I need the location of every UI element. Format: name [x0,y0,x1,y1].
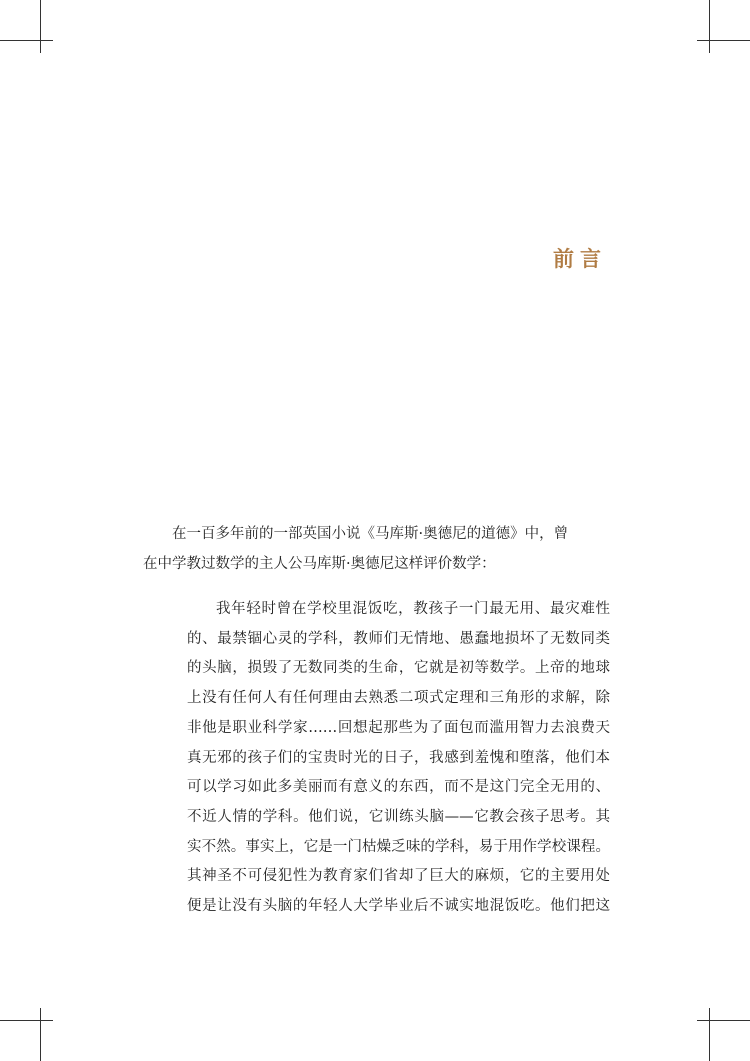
quote-line: 的头脑，损毁了无数同类的生命，它就是初等数学。上帝的地球 [187,660,610,677]
crop-mark-top-left-v [40,0,41,53]
quote-line: 非他是职业科学家……回想起那些为了面包而滥用智力去浪费天 [187,719,610,736]
intro-line: 在一百多年前的一部英国小说《马库斯·奥德尼的道德》中，曾 [172,526,569,542]
crop-mark-bottom-right-v [709,1008,710,1061]
crop-mark-top-right-v [709,0,710,53]
intro-line: 在中学教过数学的主人公马库斯·奥德尼这样评价数学： [143,556,496,572]
quote-line: 的、最禁锢心灵的学科，教师们无情地、愚蠢地损坏了无数同类 [187,630,610,647]
quote-line: 上没有任何人有任何理由去熟悉二项式定理和三角形的求解，除 [187,690,610,707]
intro-paragraph [143,519,609,579]
quote-line: 实不然。事实上，它是一门枯燥乏味的学科，易于用作学校课程。 [187,838,610,855]
page-title: 前言 [553,246,607,271]
quote-line: 不近人情的学科。他们说，它训练头脑——它教会孩子思考。其 [187,808,610,825]
quote-line: 便是让没有头脑的年轻人大学毕业后不诚实地混饭吃。他们把这 [187,898,610,915]
crop-mark-top-right-h [697,40,750,41]
crop-mark-bottom-right-h [697,1020,750,1021]
quote-line: 可以学习如此多美丽而有意义的东西，而不是这门完全无用的、 [187,779,610,796]
crop-mark-top-left-h [0,40,53,41]
crop-mark-bottom-left-v [40,1008,41,1061]
crop-mark-bottom-left-h [0,1020,53,1021]
block-quote [187,595,610,922]
quote-line: 真无邪的孩子们的宝贵时光的日子，我感到羞愧和堕落，他们本 [187,749,610,766]
quote-line: 我年轻时曾在学校里混饭吃，教孩子一门最无用、最灾难性 [216,601,610,617]
quote-line: 其神圣不可侵犯性为教育家们省却了巨大的麻烦，它的主要用处 [187,868,610,885]
